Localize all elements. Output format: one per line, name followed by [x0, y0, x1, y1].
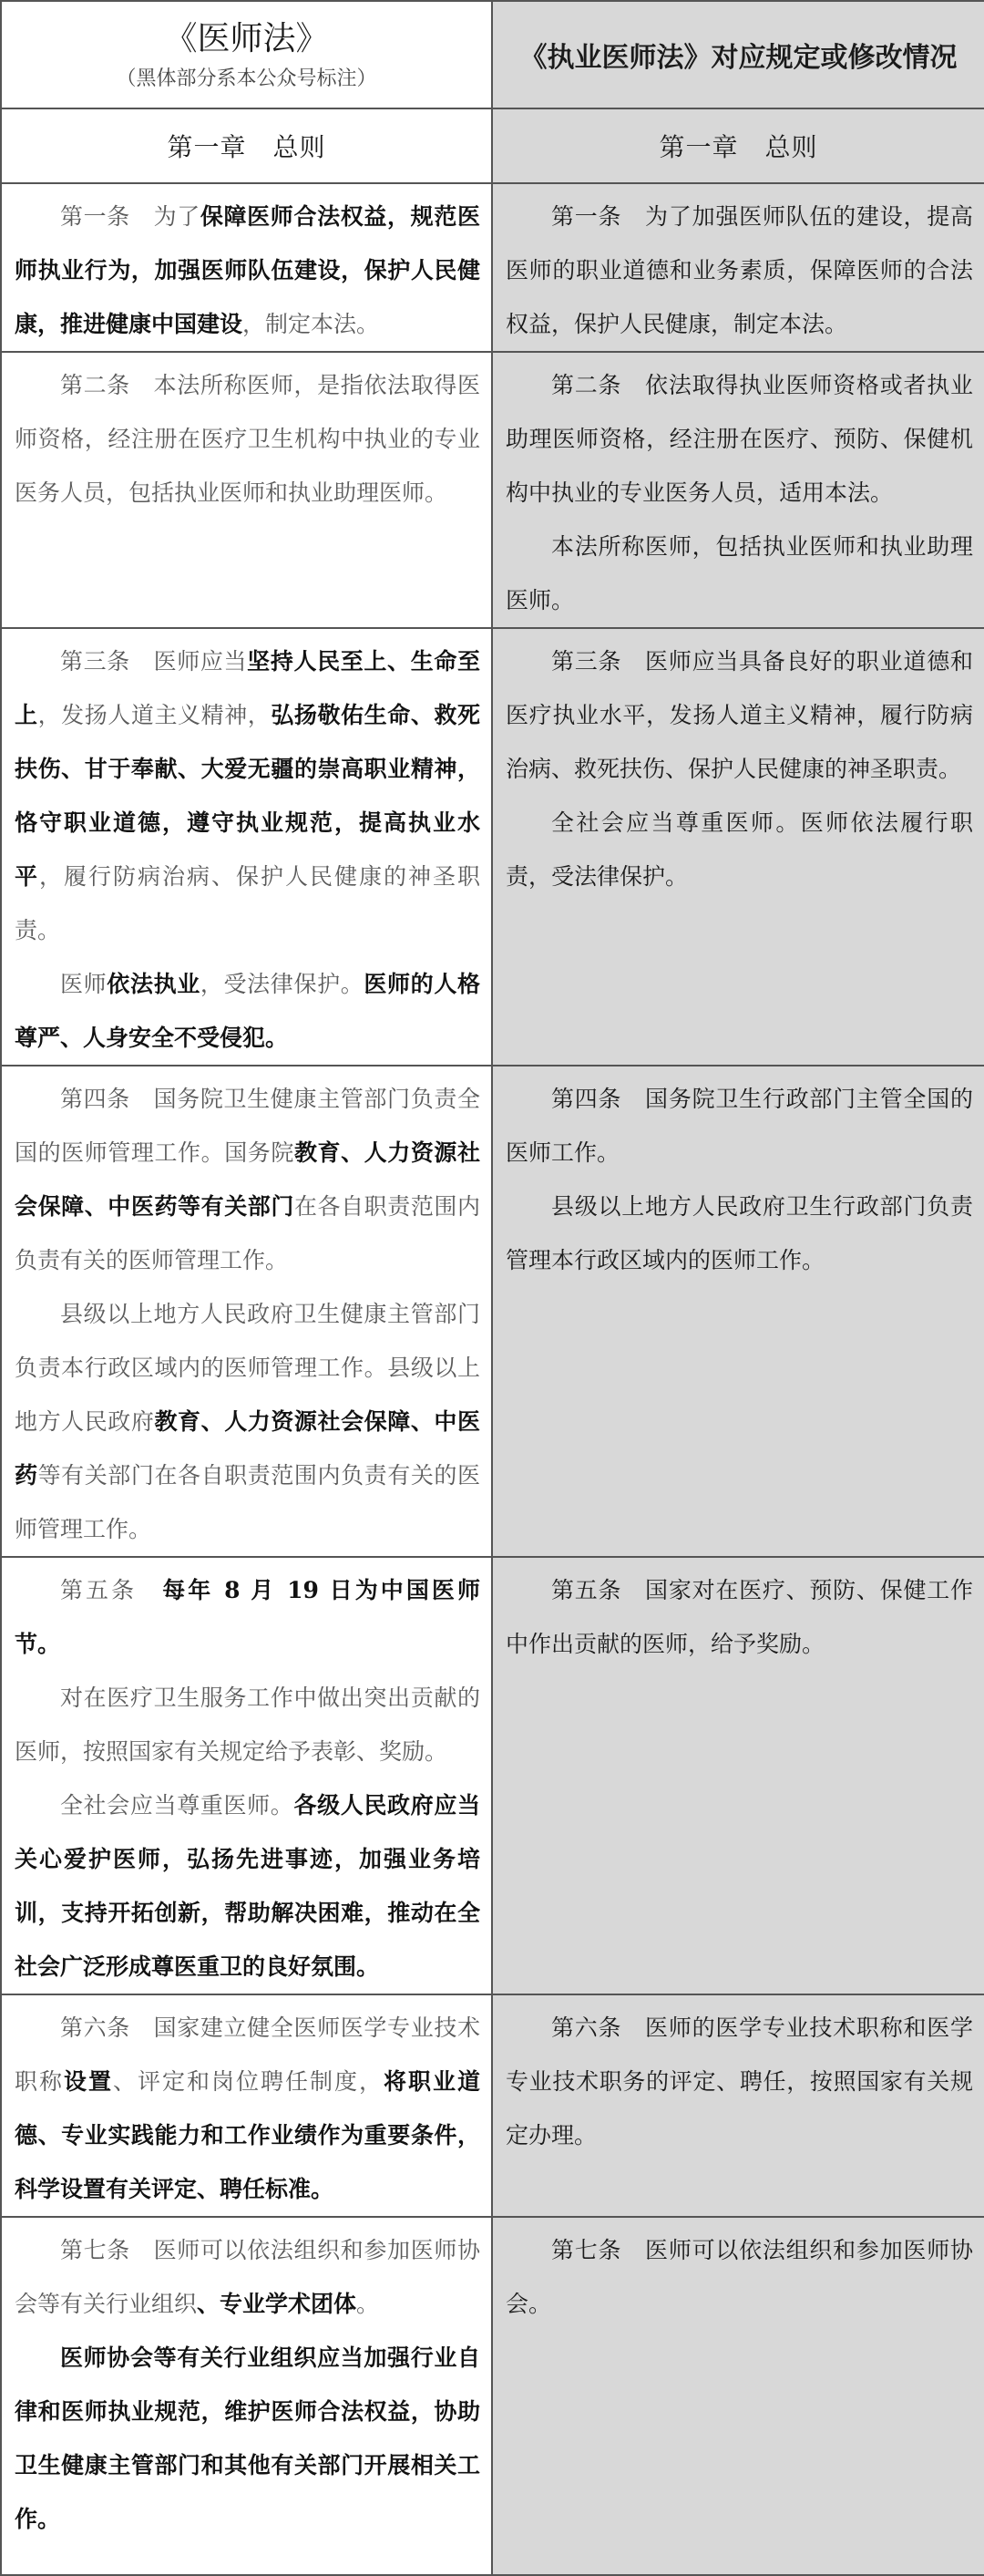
plain-text: 全社会应当尊重医师。: [60, 1792, 294, 1819]
emphasized-text: 医师协会等有关行业组织应当加强行业自律和医师执业规范，维护医师合法权益，协助卫生健康主管部门和其他有关部门开展相关工作。: [15, 2344, 480, 2532]
left-header-title: 《医师法》: [164, 20, 329, 57]
chapter-row: [1, 108, 984, 183]
article-paragraph: [15, 1287, 480, 1556]
emphasized-text: 教育、人力资源社会保障、中医药等有关部门: [15, 1139, 480, 1220]
article-paragraph: 第三条 医师应当具备良好的职业道德和医疗执业水平，发扬人道主义精神，履行防病治病、救死扶伤、保护人民健康的神圣职责。: [506, 648, 973, 782]
emphasized-text: 医师的人格尊严、人身安全不受侵犯。: [15, 971, 480, 1051]
medical-law-text: [2, 1066, 491, 1556]
practicing-physician-law-text: [493, 1066, 984, 1287]
medical-law-text: [2, 1995, 491, 2216]
emphasized-text: 将职业道德、专业实践能力和工作业绩作为重要条件，科学设置有关评定、聘任标准。: [15, 2068, 480, 2202]
article-paragraph: 第七条 医师可以依法组织和参加医师协会。: [506, 2237, 973, 2317]
plain-text: 、评定和岗位聘任制度，: [113, 2068, 384, 2095]
plain-text: 第二条 本法所称医师，是指依法取得医师资格，经注册在医疗卫生机构中执业的专业医务人员，包括执业医师和执业助理医师。: [15, 372, 480, 506]
practicing-physician-law-cell: [492, 2217, 984, 2575]
practicing-physician-law-cell: [492, 183, 984, 352]
right-chapter-title: 第一章 总则: [659, 132, 818, 162]
medical-law-cell: [1, 1557, 492, 1994]
medical-law-cell: [1, 352, 492, 628]
article-row: [1, 1066, 984, 1557]
left-header-cell: [1, 1, 492, 108]
article-paragraph: 本法所称医师，包括执业医师和执业助理医师。: [506, 533, 973, 613]
plain-text: 在各自职责范围内负责有关的医师管理工作。: [15, 1193, 480, 1273]
article-row: [1, 1994, 984, 2217]
article-paragraph: 第二条 依法取得执业医师资格或者执业助理医师资格，经注册在医疗、预防、保健机构中执业的专业医务人员，适用本法。: [506, 372, 973, 506]
article-row: [1, 183, 984, 352]
article-paragraph: [15, 358, 480, 520]
emphasized-text: 弘扬敬佑生命、救死扶伤、甘于奉献、大爱无疆的崇高职业精神，恪守职业道德，遵守执业规范，提高执业水平: [15, 702, 480, 890]
emphasized-text: 教育、人力资源社会保障、中医药: [15, 1408, 480, 1489]
article-paragraph: 第一条 为了加强医师队伍的建设，提高医师的职业道德和业务素质，保障医师的合法权益，保护人民健康，制定本法。: [506, 203, 973, 337]
header-row: [1, 1, 984, 108]
right-header-title: 《执业医师法》对应规定或修改情况: [519, 42, 958, 74]
plain-text: 县级以上地方人民政府卫生健康主管部门负责本行政区域内的医师管理工作。县级以上地方人民政府: [15, 1301, 480, 1435]
article-paragraph: [15, 2331, 480, 2546]
emphasized-text: 保障医师合法权益，规范医师执业行为，加强医师队伍建设，保护人民健康，推进健康中国建设: [15, 203, 480, 337]
plain-text: 第四条 国务院卫生健康主管部门负责全国的医师管理工作。国务院: [15, 1086, 480, 1166]
article-paragraph: 第五条 国家对在医疗、预防、保健工作中作出贡献的医师，给予奖励。: [506, 1577, 973, 1657]
medical-law-text: [2, 2218, 491, 2546]
medical-law-text: [2, 1558, 491, 1994]
right-header-cell: [492, 1, 984, 108]
emphasized-text: 设置: [64, 2068, 113, 2095]
medical-law-text: [2, 353, 491, 520]
article-paragraph: 第六条 医师的医学专业技术职称和医学专业技术职务的评定、聘任，按照国家有关规定办理。: [506, 2014, 973, 2148]
plain-text: 第六条 国家建立健全医师医学专业技术职称: [15, 2014, 480, 2095]
plain-text: 第五条: [60, 1577, 163, 1603]
plain-text: 对在医疗卫生服务工作中做出突出贡献的医师，按照国家有关规定给予表彰、奖励。: [15, 1685, 480, 1765]
practicing-physician-law-cell: [492, 352, 984, 628]
practicing-physician-law-cell: [492, 1066, 984, 1557]
left-chapter-title: 第一章 总则: [167, 132, 326, 162]
practicing-physician-law-text: [493, 184, 984, 351]
article-paragraph: 第四条 国务院卫生行政部门主管全国的医师工作。: [506, 1086, 973, 1166]
article-paragraph: 全社会应当尊重医师。医师依法履行职责，受法律保护。: [506, 809, 973, 890]
practicing-physician-law-cell: [492, 1557, 984, 1994]
article-paragraph: [15, 2001, 480, 2216]
practicing-physician-law-cell: [492, 628, 984, 1066]
medical-law-cell: [1, 1994, 492, 2217]
article-paragraph: [15, 634, 480, 957]
practicing-physician-law-cell: [492, 1994, 984, 2217]
practicing-physician-law-text: [493, 1558, 984, 1671]
plain-text: ，制定本法。: [242, 311, 380, 337]
plain-text: 第三条 医师应当: [60, 648, 248, 675]
left-chapter-cell: [1, 108, 492, 183]
plain-text: ，受法律保护。: [200, 971, 364, 997]
medical-law-cell: [1, 1066, 492, 1557]
plain-text: 等有关部门在各自职责范围内负责有关的医师管理工作。: [15, 1462, 480, 1542]
plain-text: 医师: [60, 971, 108, 997]
article-row: [1, 628, 984, 1066]
article-paragraph: 县级以上地方人民政府卫生行政部门负责管理本行政区域内的医师工作。: [506, 1193, 973, 1273]
article-paragraph: [15, 1072, 480, 1287]
practicing-physician-law-text: [493, 629, 984, 903]
article-row: [1, 352, 984, 628]
plain-text: 第一条 为了: [60, 203, 200, 230]
emphasized-text: 各级人民政府应当关心爱护医师，弘扬先进事迹，加强业务培训，支持开拓创新，帮助解决困难，推动在全社会广泛形成尊医重卫的良好氛围。: [15, 1792, 480, 1980]
article-paragraph: [15, 2223, 480, 2331]
left-header-note: （黑体部分系本公众号标注）: [116, 67, 377, 90]
article-paragraph: [15, 957, 480, 1065]
plain-text: 。: [356, 2291, 380, 2317]
emphasized-text: 、专业学术团体: [197, 2291, 357, 2317]
plain-text: ，履行防病治病、保护人民健康的神圣职责。: [15, 863, 480, 943]
practicing-physician-law-text: [493, 1995, 984, 2162]
medical-law-text: [2, 629, 491, 1065]
medical-law-cell: [1, 2217, 492, 2575]
medical-law-cell: [1, 628, 492, 1066]
emphasized-text: 每年 8 月 19 日为中国医师节。: [15, 1577, 480, 1657]
emphasized-text: 坚持人民至上、生命至上: [15, 648, 480, 728]
article-paragraph: [15, 190, 480, 351]
medical-law-text: [2, 184, 491, 351]
article-row: [1, 2217, 984, 2575]
article-paragraph: [15, 1778, 480, 1994]
practicing-physician-law-text: [493, 2218, 984, 2331]
medical-law-cell: [1, 183, 492, 352]
practicing-physician-law-text: [493, 353, 984, 627]
article-paragraph: [15, 1563, 480, 1671]
emphasized-text: 依法执业: [107, 971, 200, 997]
article-paragraph: [15, 1671, 480, 1778]
plain-text: ，发扬人道主义精神，: [37, 702, 272, 728]
article-row: [1, 1557, 984, 1994]
right-chapter-cell: [492, 108, 984, 183]
plain-text: 第七条 医师可以依法组织和参加医师协会等有关行业组织: [15, 2237, 480, 2317]
